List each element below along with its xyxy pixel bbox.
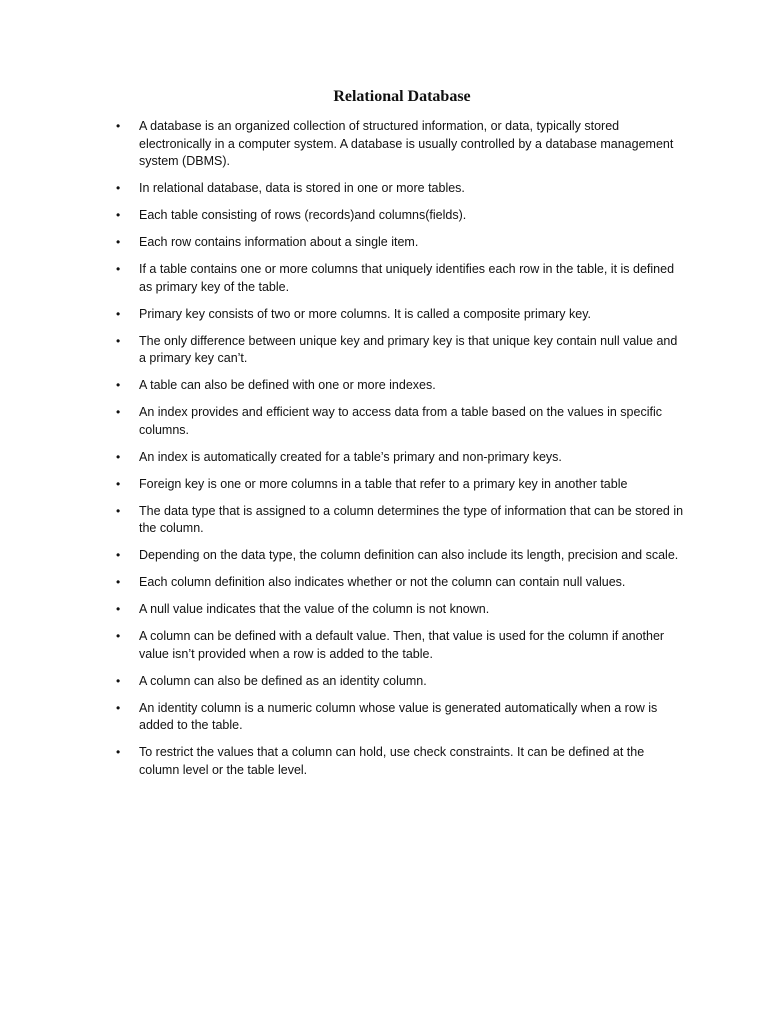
list-item [116,404,684,439]
list-item-text: A database is an organized collection of structured information, or data, typically stored electronically in a computer system. A database is usually controlled by a database management system (DBMS). [139,119,674,168]
list-item-text: A null value indicates that the value of the column is not known. [139,602,490,616]
list-item-text: An index provides and efficient way to access data from a table based on the values in specific columns. [139,405,662,437]
list-item [116,180,684,198]
bullet-icon: • [116,745,121,759]
bullet-icon: • [116,548,121,562]
list-item-text: An index is automatically created for a table’s primary and non-primary keys. [139,449,562,464]
list-item-text: Primary key consists of two or more columns. It is called a composite primary key. [139,306,591,321]
list-item-text: Each column definition also indicates whether or not the column can contain null values. [139,575,626,589]
list-item-text: A column can be defined with a default value. Then, that value is used for the column if another value isn’t provided when a row is added to the table. [139,629,665,661]
list-item-text: To restrict the values that a column can hold, use check constraints. It can be defined at the column level or the table level. [139,745,645,777]
list-item [116,333,684,368]
list-item [116,574,684,592]
list-item-text: Each row contains information about a single item. [139,235,419,249]
bullet-icon: • [116,449,121,464]
bullet-icon: • [116,262,121,276]
list-item [116,234,684,252]
bullet-icon: • [116,181,121,195]
list-item-text: Foreign key is one or more columns in a table that refer to a primary key in another table [139,476,628,491]
bullet-list [116,118,684,789]
list-item [116,673,684,691]
list-item-text: A table can also be defined with one or more indexes. [139,378,436,392]
bullet-icon: • [116,503,121,518]
list-item [116,700,684,735]
page-title: Relational Database [333,88,471,105]
list-item [116,377,684,395]
list-item-text: The data type that is assigned to a column determines the type of information that can be stored in the column. [139,503,684,535]
list-item [116,306,684,324]
list-item [116,476,684,494]
list-item-text: Each table consisting of rows (records)and columns(fields). [139,208,467,222]
list-item [116,601,684,619]
list-item-text: If a table contains one or more columns that uniquely identifies each row in the table, it is defined as primary key of the table. [139,262,675,294]
list-item [116,744,684,779]
bullet-icon: • [116,700,121,715]
bullet-icon: • [116,602,121,616]
bullet-icon: • [116,306,121,321]
list-item [116,261,684,296]
list-item-text: The only difference between unique key and primary key is that unique key contain null value and a primary key can’t. [139,333,678,365]
list-item-text: Depending on the data type, the column definition can also include its length, precision and scale. [139,548,679,562]
bullet-icon: • [116,673,121,688]
list-item-text: In relational database, data is stored in one or more tables. [139,181,465,195]
bullet-icon: • [116,235,121,249]
bullet-icon: • [116,629,121,643]
list-item [116,207,684,225]
bullet-icon: • [116,476,121,491]
list-item [116,503,684,538]
list-item [116,547,684,565]
list-item-text: A column can also be defined as an identity column. [139,673,427,688]
bullet-icon: • [116,333,121,348]
bullet-icon: • [116,208,121,222]
bullet-icon: • [116,378,121,392]
list-item [116,118,684,171]
list-item [116,628,684,663]
list-item-text: An identity column is a numeric column whose value is generated automatically when a row is added to the table. [139,700,658,732]
bullet-icon: • [116,119,121,133]
bullet-icon: • [116,405,121,419]
bullet-icon: • [116,575,121,589]
list-item [116,449,684,467]
